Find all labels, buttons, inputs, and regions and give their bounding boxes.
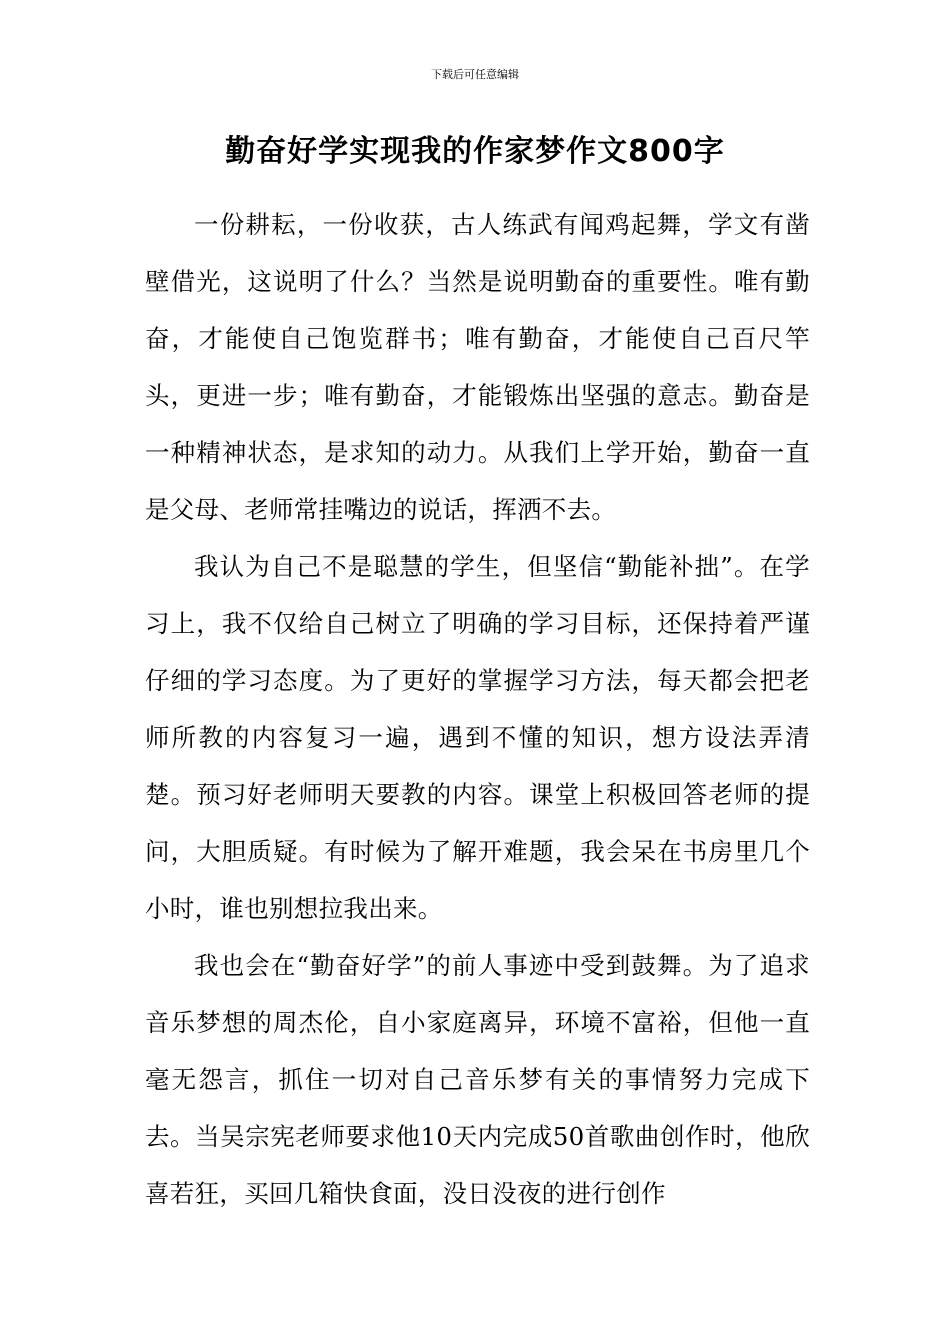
document-body	[145, 196, 810, 1222]
document-title: 勤奋好学实现我的作家梦作文800字	[225, 134, 725, 169]
header-note: 下载后可任意编辑	[431, 68, 519, 81]
paragraph-3: 我也会在“勤奋好学”的前人事迹中受到鼓舞。为了追求音乐梦想的周杰伦，自小家庭离异，环境不富裕，但他一直毫无怨言，抓住一切对自己音乐梦有关的事情努力完成下去。当吴宗宪老师要求他10天内完成50首歌曲创作时，他欣喜若狂，买回几箱快食面，没日没夜的进行创作	[145, 951, 810, 1208]
paragraph-2: 我认为自己不是聪慧的学生，但坚信“勤能补拙”。在学习上，我不仅给自己树立了明确的学习目标，还保持着严谨仔细的学习态度。为了更好的掌握学习方法，每天都会把老师所教的内容复习一遍，遇到不懂的知识，想方设法弄清楚。预习好老师明天要教的内容。课堂上积极回答老师的提问，大胆质疑。有时候为了解开难题，我会呆在书房里几个小时，谁也别想拉我出来。	[145, 552, 810, 923]
paragraph-1: 一份耕耘，一份收获，古人练武有闻鸡起舞，学文有凿壁借光，这说明了什么？当然是说明勤奋的重要性。唯有勤奋，才能使自己饱览群书；唯有勤奋，才能使自己百尺竿头，更进一步；唯有勤奋，才能锻炼出坚强的意志。勤奋是一种精神状态，是求知的动力。从我们上学开始，勤奋一直是父母、老师常挂嘴边的说话，挥洒不去。	[145, 210, 810, 524]
